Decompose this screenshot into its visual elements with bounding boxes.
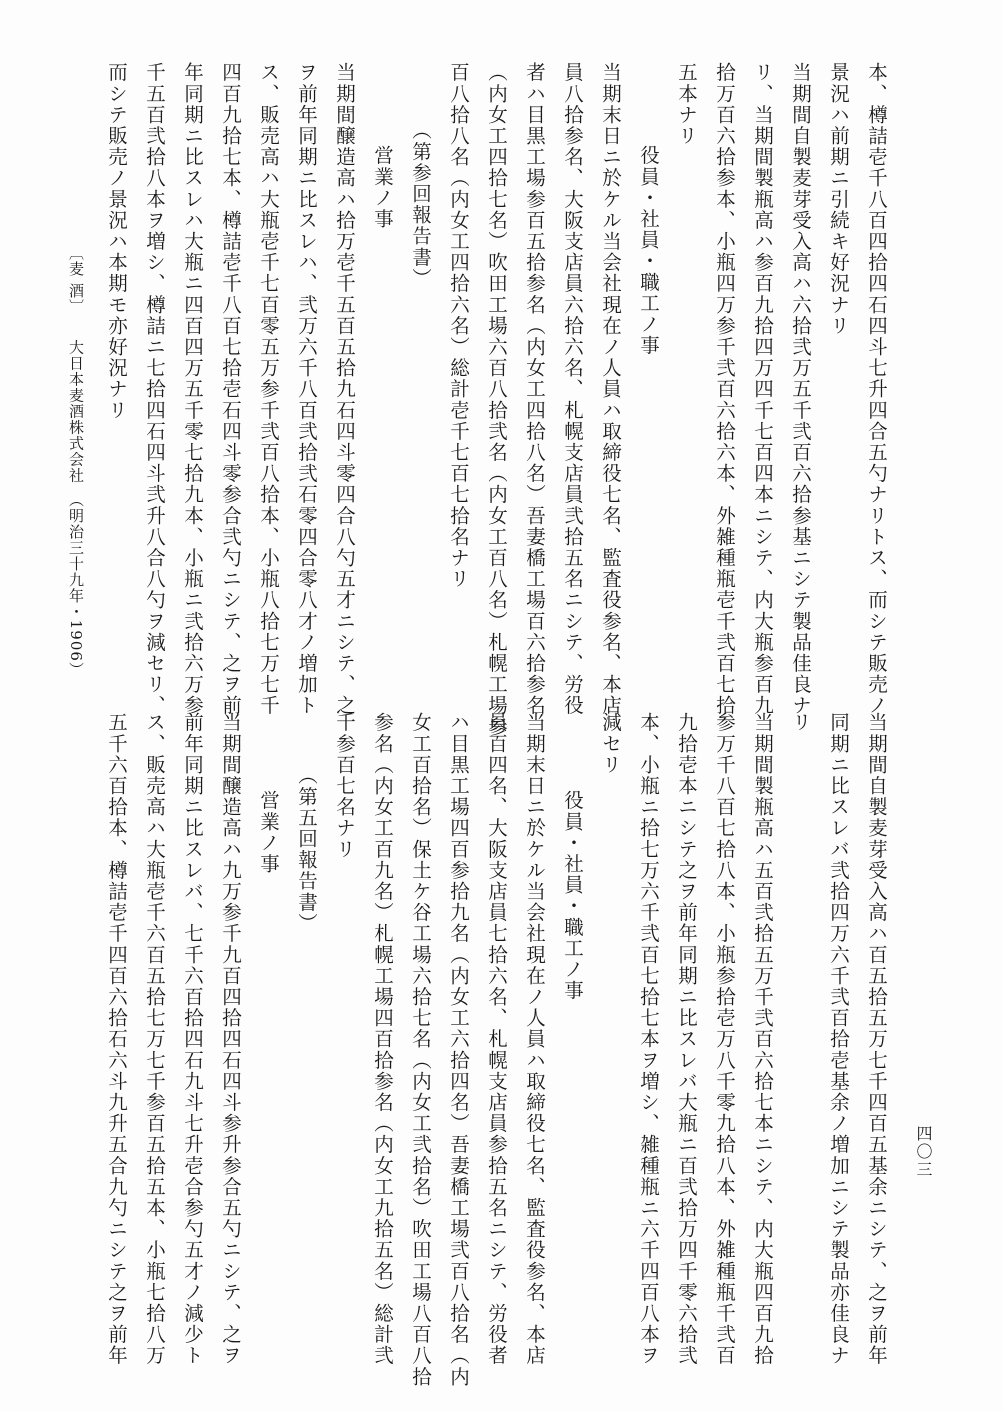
text-column: 参万千八百七拾八本、小瓶参拾壱万八千零九拾八本、外雑種瓶千弐百 [713,712,736,1367]
text-column: 参名（内女工百九名）札幌工場四百拾参名（内女工九拾五名）総計弐 [371,712,394,1367]
text-column: 減セリ [599,712,622,776]
page-number: 四〇三 [914,1125,933,1179]
text-column: 千五百弐拾八本ヲ増シ、樽詰ニ七拾四石四斗弐升八合八勺ヲ減セリ、 [143,62,166,717]
bottom-paragraph-4 [97,712,249,1366]
text-column: 而シテ販売ノ景況ハ本期モ亦好況ナリ [105,62,128,421]
text-column: 当期間醸造高ハ拾万壱千五百五拾九石四斗零四合八勺五才ニシテ、之 [333,62,356,717]
text-column: 四百九拾七本、樽詰壱千八百七拾壱石四斗零参合弐勺ニシテ、之ヲ前 [219,62,242,717]
source-line: 〔麦 酒〕 大日本麦酒株式会社 （明治三十九年・1906） [67,245,85,678]
text-column: 千参百七名ナリ [333,712,356,860]
text-column: ス、販売高ハ大瓶壱千六百五拾七万七千参百五拾五本、小瓶七拾八万 [143,712,166,1367]
report-title: （第参回報告書） [409,120,432,289]
text-column: リ、当期間製瓶高ハ参百九拾四万四千七百四本ニシテ、内大瓶参百九 [751,62,774,717]
text-column: ヲ前年同期ニ比スレハ、弐万六千八百弐拾弐石零四合零八才ノ増加ト [295,62,318,717]
bottom-paragraph-3 [325,712,553,1387]
bottom-report-label [287,765,325,934]
source-citation [57,245,95,678]
bottom-paragraph-1 [781,712,895,1366]
text-column: 員八拾参名、大阪支店員六拾六名、札幌支店員弐拾五名ニシテ、労役 [561,62,584,717]
text-column: 当期間自製麦芽受入高ハ六拾弐万五千弐百六拾参基ニシテ製品佳良ナ [789,62,812,717]
text-column: 年同期ニ比スレハ大瓶ニ四百四万五千零七拾九本、小瓶ニ弐拾六万参 [181,62,204,717]
text-column: ス、販売高ハ大瓶壱千七百零五万参千弐百八拾本、小瓶八拾七万七千 [257,62,280,717]
section-heading: 営業ノ事 [257,790,280,875]
text-column: 当期間醸造高ハ九万参千九百四拾四石四斗参升参合五勺ニシテ、之ヲ [219,712,242,1367]
top-paragraph-4 [97,62,363,716]
report-title: （第五回報告書） [295,765,318,934]
top-paragraph-1 [819,62,895,716]
text-column: 員百四名、大阪支店員七拾六名、札幌支店員参拾五名ニシテ、労役者 [485,712,508,1367]
text-column: 当期末日ニ於ケル当会社現在ノ人員ハ取締役七名、監査役参名、本店 [523,712,546,1367]
top-paragraph-3 [439,62,629,737]
bottom-paragraph-2 [591,712,781,1366]
top-paragraph-2 [667,62,819,716]
text-column: 同期ニ比スレバ弐拾四万六千弐百拾壱基余ノ増加ニシテ製品亦佳良ナ [827,712,850,1367]
bottom-heading-business [249,790,287,874]
text-column: 五本ナリ [675,62,698,147]
text-column: 五千六百拾本、樽詰壱千四百六拾石六斗九升五合九勺ニシテ之ヲ前年 [105,712,128,1367]
text-column: 拾万百六拾参本、小瓶四万参千弐百六拾六本、外雑種瓶壱千弐百七拾 [713,62,736,717]
text-column: 女工百拾名）保土ケ谷工場六拾七名（内女工弐拾名）吹田工場八百八拾 [409,712,432,1388]
text-column: 本、樽詰壱千八百四拾四石四斗七升四合五勺ナリトス、而シテ販売ノ [865,62,888,717]
top-heading-staff [629,145,667,356]
top-heading-business [363,145,401,229]
text-column: 景況ハ前期ニ引続キ好況ナリ [827,62,850,337]
section-heading: 営業ノ事 [371,145,394,230]
text-column: 九拾壱本ニシテ之ヲ前年同期ニ比スレバ大瓶ニ百弐拾万四千零六拾弐 [675,712,698,1367]
text-column: 百八拾八名（内女工四拾六名）総計壱千七百七拾名ナリ [447,62,470,590]
text-column: ハ目黒工場四百参拾九名（内女工六拾四名）吾妻橋工場弐百八拾名（内 [447,712,470,1388]
text-column: 当期末日ニ於ケル当会社現在ノ人員ハ取締役七名、監査役参名、本店 [599,62,622,717]
text-column: 本、小瓶ニ拾七万六千弐百七拾七本ヲ増シ、雑種瓶ニ六千四百八本ヲ [637,712,660,1367]
text-column: 者ハ目黒工場参百五拾参名（内女工四拾八名）吾妻橋工場百六拾参名 [523,62,546,717]
text-column: （内女工四拾七名）吹田工場六百八拾弐名（内女工百八名）札幌工場参 [485,62,508,738]
section-heading: 役員・社員・職工ノ事 [561,790,584,1001]
text-column: リ [789,712,812,734]
bottom-heading-staff [553,790,591,1001]
section-heading: 役員・社員・職工ノ事 [637,145,660,356]
top-report-label [401,120,439,289]
text-column: 当期間製瓶高ハ五百弐拾五万千弐百六拾七本ニシテ、内大瓶四百九拾 [751,712,774,1367]
text-column: 当期間自製麦芽受入高ハ百五拾五万七千四百五基余ニシテ、之ヲ前年 [865,712,888,1367]
text-column: 前年同期ニ比スレバ、七千六百拾四石九斗七升壱合参勺五才ノ減少ト [181,712,204,1367]
